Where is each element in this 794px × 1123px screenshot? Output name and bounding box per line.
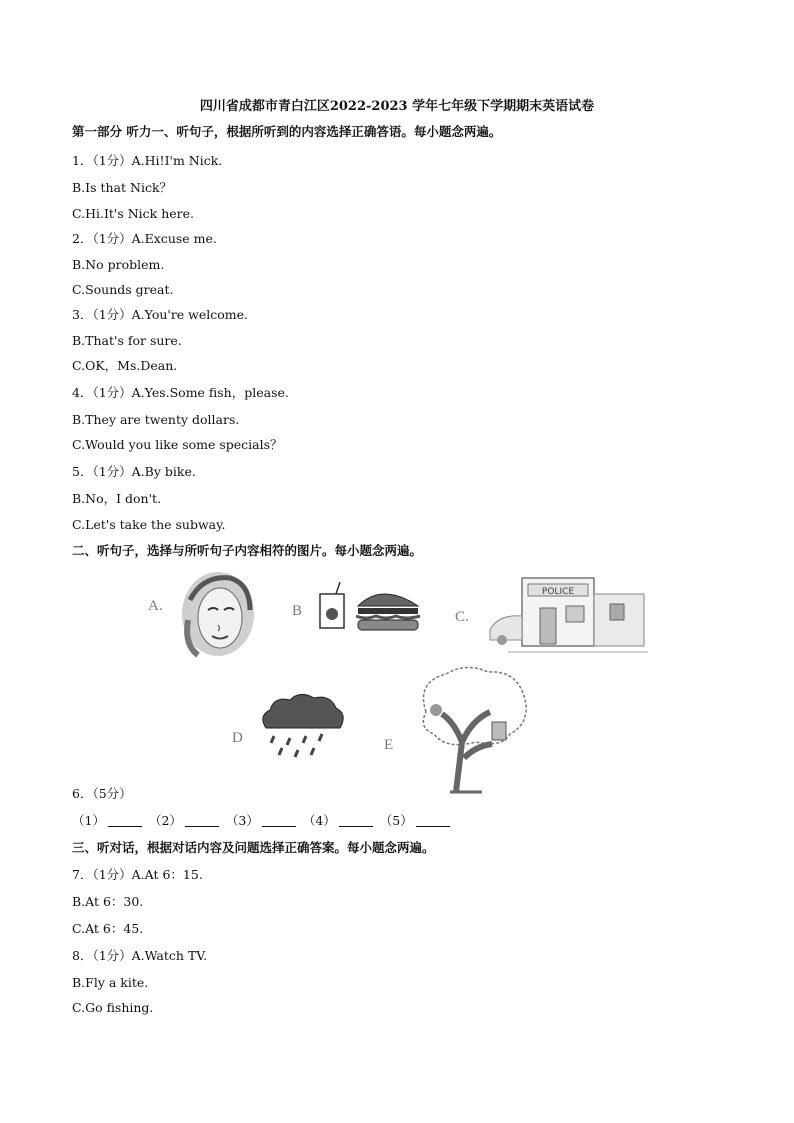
picture-label-d: D bbox=[232, 730, 243, 746]
blank-3[interactable] bbox=[262, 814, 296, 827]
q5-option-c: C.Let's take the subway. bbox=[72, 517, 226, 532]
q6-answer-blanks bbox=[72, 813, 453, 829]
picture-label-b: B bbox=[292, 603, 303, 619]
q3-option-c: C.OK，Ms.Dean. bbox=[72, 358, 178, 373]
woman-face-picture bbox=[178, 570, 260, 658]
part3-heading: 三、听对话，根据对话内容及问题选择正确答案。每小题念两遍。 bbox=[72, 840, 435, 855]
q4-option-b: B.They are twenty dollars. bbox=[72, 412, 240, 427]
q8-option-a: 8．（1分）A.Watch TV. bbox=[72, 948, 208, 963]
q5-option-a: 5．（1分）A.By bike. bbox=[72, 464, 196, 479]
q1-option-a: 1．（1分）A.Hi!I'm Nick. bbox=[72, 153, 223, 168]
q2-option-b: B.No problem. bbox=[72, 257, 165, 272]
blank-1[interactable] bbox=[108, 814, 142, 827]
q3-option-b: B.That's for sure. bbox=[72, 333, 182, 348]
blank-5[interactable] bbox=[416, 814, 450, 827]
tree-picture bbox=[406, 662, 534, 794]
blank-1-label: （1） bbox=[72, 813, 105, 828]
q1-option-b: B.Is that Nick？ bbox=[72, 180, 173, 195]
q7-option-a: 7．（1分）A.At 6：15. bbox=[72, 867, 203, 882]
q8-option-c: C.Go fishing. bbox=[72, 1000, 154, 1015]
q5-option-b: B.No，I don't. bbox=[72, 491, 162, 506]
q3-option-a: 3．（1分）A.You're welcome. bbox=[72, 307, 249, 322]
q1-option-c: C.Hi.It's Nick here. bbox=[72, 206, 195, 221]
juice-and-burger-picture bbox=[318, 582, 428, 634]
police-sign-text: POLICE bbox=[541, 587, 575, 597]
police-station-picture bbox=[488, 570, 658, 658]
part2-heading: 二、听句子，选择与所听句子内容相符的图片。每小题念两遍。 bbox=[72, 543, 423, 558]
q4-option-c: C.Would you like some specials？ bbox=[72, 437, 283, 452]
picture-label-a: A. bbox=[148, 598, 163, 614]
blank-4[interactable] bbox=[339, 814, 373, 827]
picture-label-e: E bbox=[384, 737, 394, 753]
blank-3-label: （3） bbox=[225, 813, 259, 828]
part1-heading: 第一部分 听力一、听句子，根据所听到的内容选择正确答语。每小题念两遍。 bbox=[72, 124, 502, 139]
blank-5-label: （5） bbox=[379, 813, 413, 828]
blank-2[interactable] bbox=[185, 814, 219, 827]
q2-option-c: C.Sounds great. bbox=[72, 282, 174, 297]
q7-option-c: C.At 6：45. bbox=[72, 921, 144, 936]
q8-option-b: B.Fly a kite. bbox=[72, 975, 149, 990]
q4-option-a: 4．（1分）A.Yes.Some fish，please. bbox=[72, 385, 289, 400]
rain-cloud-picture bbox=[256, 690, 348, 762]
blank-2-label: （2） bbox=[148, 813, 182, 828]
picture-label-c: C. bbox=[455, 609, 469, 625]
blank-4-label: （4） bbox=[302, 813, 336, 828]
q7-option-b: B.At 6：30. bbox=[72, 894, 144, 909]
page-title: 四川省成都市青白江区2022-2023 学年七年级下学期期末英语试卷 bbox=[199, 99, 595, 114]
q2-option-a: 2．（1分）A.Excuse me. bbox=[72, 231, 217, 246]
q6-label: 6．（5分） bbox=[72, 786, 132, 801]
